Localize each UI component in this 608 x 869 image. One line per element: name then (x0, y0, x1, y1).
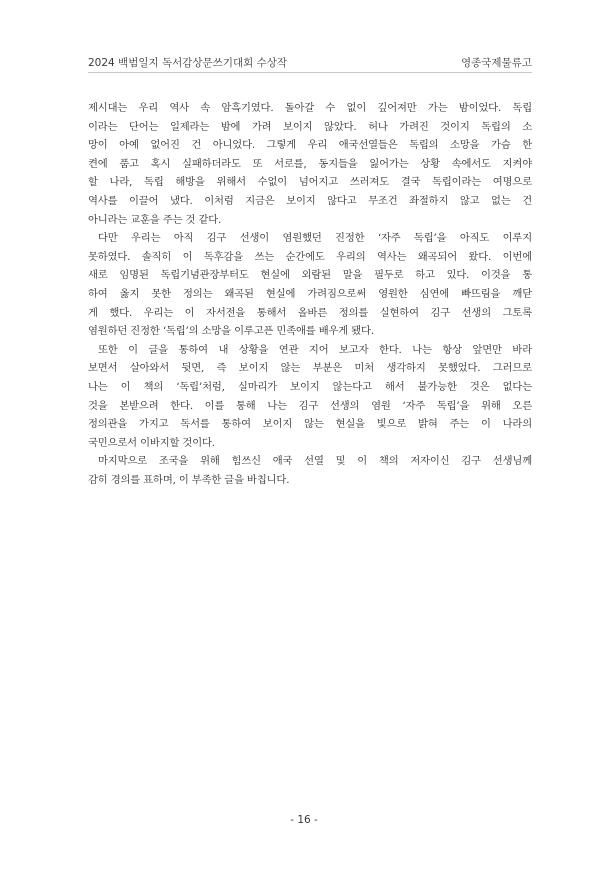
text-line: 역사를 이끌어 냈다. 이처럼 지금은 보이지 않다고 무조건 좌절하지 않고 없는 건 (88, 194, 532, 207)
text-line: 새로 임명된 독립기념관장부터도 현실에 외람된 말을 필두로 하고 있다. 이것을 통 (88, 269, 532, 282)
text-line: 국민으로서 이바지할 것이다. (88, 436, 215, 449)
text-line: 감히 경의를 표하며, 이 부족한 글을 바칩니다. (88, 473, 290, 486)
paragraph-1 (88, 99, 532, 229)
text-line: 켠에 품고 혹시 실패하더라도 또 서로를, 동지들을 잃어가는 상황 속에서도 지켜야 (88, 157, 532, 170)
paragraph-2 (88, 229, 532, 341)
text-line: 보면서 살아와서 뒷면, 즉 보이지 않는 부분은 미처 생각하지 못했었다. 그러므로 (88, 362, 532, 375)
essay-body (88, 99, 532, 489)
text-line: 할 나라, 독립 해방을 위해서 수없이 넘어지고 쓰러져도 결국 독립이라는 여명으로 (88, 176, 532, 189)
header-school-name: 영종국제물류고 (460, 57, 532, 69)
text-line: 다만 우리는 아직 김구 선생이 염원했던 진정한 ‘자주 독립’을 아직도 이루지 (98, 232, 532, 245)
text-line: 게 했다. 우리는 이 자서전을 통해서 올바른 정의를 실현하여 김구 선생의 그토록 (88, 306, 532, 319)
paragraph-4 (88, 452, 532, 489)
header-divider (88, 72, 532, 73)
text-line: 나는 이 책의 ‘독립’처럼, 실마리가 보이지 않는다고 해서 불가능한 것은 없다는 (88, 380, 532, 393)
text-line: 아니라는 교훈을 주는 것 같다. (88, 213, 222, 226)
page-number: - 16 - (290, 814, 318, 826)
text-line: 하여 옳지 못한 정의는 왜곡된 현실에 가려짐으로써 영원한 심연에 빠뜨림을 깨닫 (88, 287, 532, 300)
text-line: 제시대는 우리 역사 속 암흑기였다. 돌아갈 수 없이 깊어져만 가는 밤이었다. 독립 (88, 102, 532, 114)
text-line: 못하였다. 솔직히 이 독후감을 쓰는 순간에도 우리의 역사는 왜곡되어 왔다. 이번에 (88, 250, 532, 263)
text-line: 망이 아예 없어진 건 아니었다. 그렇게 우리 애국선열들은 독립의 소망을 가슴 한 (88, 139, 532, 152)
text-line: 염원하던 진정한 ‘독립’의 소망을 이루고픈 민족애를 배우게 됐다. (88, 325, 374, 338)
text-line: 또한 이 글을 통하여 내 상황을 연관 지어 보고자 한다. 나는 항상 앞면만 바라 (98, 343, 532, 356)
text-line: 것을 본받으려 한다. 이를 통해 나는 김구 선생의 염원 ‘자주 독립’을 위해 오른 (88, 399, 532, 412)
paragraph-3 (88, 341, 532, 453)
text-line: 정의관을 가지고 독서를 통하여 보이지 않는 현실을 빛으로 밝혀 주는 이 나라의 (88, 418, 532, 431)
header-title: 2024 백범일지 독서감상문쓰기대회 수상작 (88, 57, 288, 69)
text-line: 이라는 단어는 일제라는 밤에 가려 보이지 않았다. 허나 가려진 것이지 독립의 소 (88, 120, 532, 133)
page-header (88, 55, 532, 71)
text-line: 마지막으로 조국을 위해 힘쓰신 애국 선열 및 이 책의 저자이신 김구 선생님께 (98, 455, 532, 468)
